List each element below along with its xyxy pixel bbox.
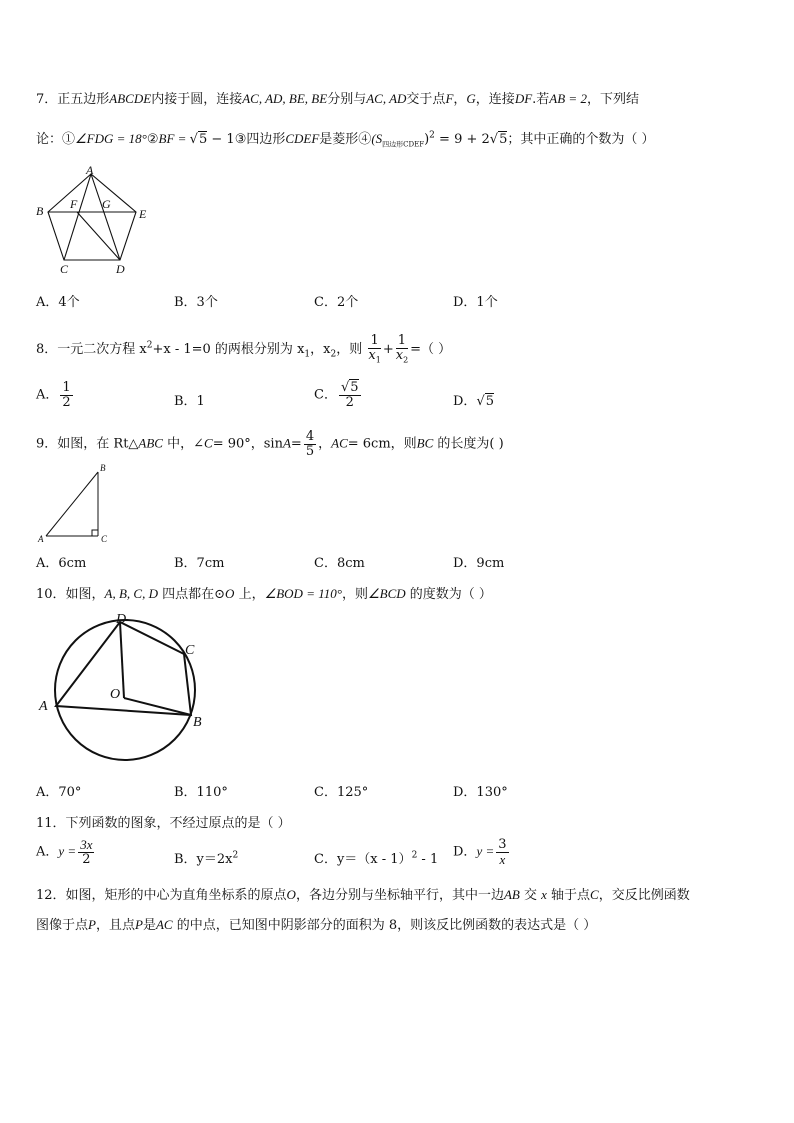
q7-lines2: AC, AD [366, 91, 407, 106]
label-d: D [116, 612, 127, 627]
q12-c: C [590, 887, 599, 902]
q10-option-a[interactable]: A．70° [36, 785, 82, 800]
q7-ab-eq: AB = 2 [549, 91, 587, 106]
label-f: F [70, 197, 78, 211]
q12-text: ，各边分别与坐标轴平行，其中一边 [295, 888, 504, 903]
q12-text: 的中点，已知图中阴影部分的面积为 8，则该反比例函数的表达式是（ ） [172, 918, 597, 933]
q9-a: A [282, 435, 291, 451]
label-c: C [185, 643, 195, 658]
q12-x: x [541, 887, 547, 902]
q8-stem [36, 334, 451, 365]
q12-line1 [36, 884, 690, 903]
q9-triangle-figure [34, 460, 124, 546]
q8-option-c[interactable]: C． $\frac{√5}{2}$ [314, 380, 359, 410]
q12-o: O [286, 887, 296, 902]
q7-root: 5 [499, 132, 508, 147]
q9-option-d[interactable]: D．9cm [453, 556, 505, 571]
q9-option-b[interactable]: B．7cm [174, 556, 225, 571]
q7-root: 5 [198, 132, 208, 147]
q12-p: P [134, 917, 143, 932]
q8-sub: 2 [330, 349, 337, 360]
q9-stem [36, 430, 504, 458]
q7-line2: 论：①∠FDG = 18°②BF = √5 − 1③四边形CDEF是菱形$④(S_{四边形CDEF})^2 = 9 + 2√5$；其中正确的个数为（ ） [36, 130, 655, 149]
q9-frac: $\frac{4}{5}$ [305, 429, 315, 459]
circle-symbol: ⊙ [214, 587, 226, 602]
q9-text: ， [318, 436, 332, 452]
q12-p: P [88, 917, 96, 932]
q10-text: 的度数为（ ） [405, 587, 492, 602]
q7-text: ) [424, 132, 430, 147]
label-a: A [86, 163, 94, 177]
q10-option-d[interactable]: D．130° [453, 785, 508, 800]
q7-sup: 2 [429, 130, 435, 141]
q8-option-b[interactable]: B．1 [174, 394, 205, 409]
q7-cdef: CDEF [285, 131, 320, 146]
q10-stem [36, 583, 492, 602]
triangle-symbol: △ [128, 436, 139, 452]
q8-sup: 2 [146, 340, 153, 351]
q7-lines: AC, AD, BE, BE [242, 91, 328, 106]
q10-points: A, B, C, D [104, 586, 158, 601]
q8-sub: 1 [304, 349, 311, 360]
q7-text: 交于点 [406, 92, 446, 107]
q9-text: = 6cm，则 [347, 436, 417, 452]
label-d: D [116, 262, 125, 276]
q12-line2 [36, 914, 596, 933]
q8-text: =（ ） [410, 341, 452, 357]
q12-ac: AC [155, 917, 173, 932]
q11-option-c[interactable]: C．y＝（x - 1）$^2$ - 1 [314, 850, 439, 867]
q12-ab: AB [503, 887, 520, 902]
right-angle-mark [92, 530, 98, 536]
q12-text: 交 [519, 888, 542, 903]
label-a: A [39, 699, 48, 714]
q9-bc: BC [416, 435, 434, 451]
q7-text: ③四边形 [234, 132, 286, 147]
q10-o: O [225, 586, 235, 601]
q7-option-d[interactable]: D．1个 [453, 295, 498, 310]
q7-area-s: (S [371, 131, 383, 146]
q9-option-a[interactable]: A．6cm [36, 556, 87, 571]
q11-option-d[interactable]: D．y = $\frac{3}{x}$ [453, 837, 507, 867]
label-a: A [38, 534, 44, 544]
q8-frac-2: $\frac{1}{x_2}$ [395, 333, 409, 365]
q7-text: 论：① [36, 132, 76, 147]
label-g: G [102, 197, 111, 211]
q7-area-sub: 四边形CDEF [382, 140, 425, 149]
q9-c: C [204, 435, 213, 451]
q7-text: 是菱形④ [319, 132, 372, 147]
q8-option-a[interactable]: A． $\frac{1}{2}$ [36, 380, 71, 410]
q10-option-b[interactable]: B．110° [174, 785, 228, 800]
q10-text: 上， [234, 587, 265, 602]
q8-text: ，则 [336, 341, 363, 357]
label-c: C [101, 534, 108, 544]
q7-point-f: F [445, 91, 454, 106]
q12-text: 图像于点 [36, 918, 89, 933]
q11-stem: 11．下列函数的图象，不经过原点的是（ ） [36, 816, 291, 831]
q7-line1 [36, 88, 639, 107]
q10-text: 10．如图， [36, 587, 105, 602]
q7-text: − 1 [207, 132, 235, 147]
q7-conclusion-2: BF = [158, 131, 190, 146]
q7-text: .若 [532, 92, 550, 107]
q9-text: = [290, 436, 302, 452]
label-e: E [139, 207, 147, 221]
q8-option-d[interactable]: D．√5 [453, 394, 495, 409]
q9-text: 中，∠ [162, 436, 205, 452]
q7-text: 分别与 [327, 92, 367, 107]
q10-angle-bcd: ∠BCD [367, 586, 406, 601]
q12-text: 是 [142, 918, 156, 933]
q7-text: = 9 + 2 [434, 132, 490, 147]
q10-option-c[interactable]: C．125° [314, 785, 369, 800]
q7-text: ，连接 [475, 92, 515, 107]
q7-point-g: G [466, 91, 476, 106]
q10-angle-bod: ∠BOD = 110° [264, 586, 342, 601]
q12-text: ，交反比例函数 [598, 888, 690, 903]
q12-text: 轴于点 [546, 888, 591, 903]
q7-option-c[interactable]: C．2个 [314, 295, 359, 310]
q9-text: 9．如图，在 Rt [36, 436, 129, 452]
q7-df: DF [514, 91, 533, 106]
q7-text: ② [146, 132, 159, 147]
q7-text: 内接于圆，连接 [151, 92, 243, 107]
q7-text: ；其中正确的个数为（ ） [507, 132, 655, 147]
q7-option-a[interactable]: A．4个 [36, 295, 80, 310]
q9-text: 的长度为( ) [433, 436, 504, 452]
q7-text: ，下列结 [586, 92, 639, 107]
q8-plus: + [382, 341, 394, 357]
q10-text: 四点都在 [158, 587, 215, 602]
q8-frac-1: $\frac{1}{x_1}$ [368, 333, 381, 365]
q11-option-a[interactable]: A．y = $\frac{3x}{2}$ [36, 837, 93, 867]
q12-text: ，且点 [95, 918, 135, 933]
label-b: B [193, 715, 202, 730]
q9-option-c[interactable]: C．8cm [314, 556, 365, 571]
q9-ac: AC [331, 435, 348, 451]
q7-text: 正五边形 [57, 92, 110, 107]
circle-o [55, 620, 195, 760]
q7-pentagon-figure [30, 162, 160, 280]
q11-option-b[interactable]: B．$y=2x^2$ [174, 850, 239, 867]
q7-conclusion-1: ∠FDG = 18° [75, 131, 147, 146]
label-b: B [100, 463, 106, 473]
q9-text: = 90°，sin [212, 436, 283, 452]
q7-number: 7． [36, 92, 58, 107]
label-b: B [36, 204, 44, 218]
q8-text: +x - 1=0 的两根分别为 x [152, 341, 305, 357]
label-c: C [60, 262, 69, 276]
q8-text: 8．一元二次方程 x [36, 341, 147, 357]
q12-text: 12．如图，矩形的中心为直角坐标系的原点 [36, 888, 287, 903]
pentagon-outline [48, 174, 136, 260]
label-o: O [110, 687, 121, 702]
q8-text: ，x [310, 341, 331, 357]
q9-abc: ABC [138, 435, 163, 451]
q7-sep: ， [453, 92, 467, 107]
q7-pentagon-name: ABCDE [109, 91, 152, 106]
q7-option-b[interactable]: B．3个 [174, 295, 218, 310]
q10-text: ，则 [341, 587, 368, 602]
q10-circle-figure [34, 608, 214, 770]
